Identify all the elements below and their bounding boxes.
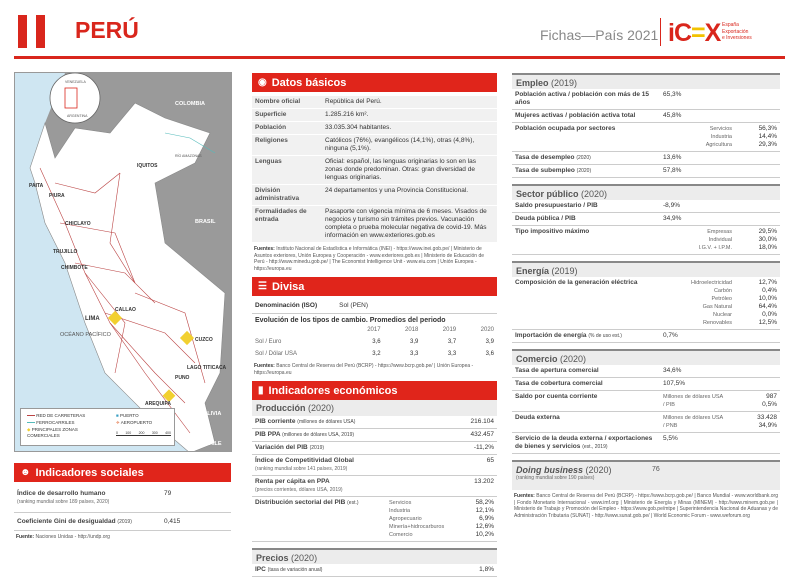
svg-text:PIURA: PIURA <box>49 193 65 199</box>
divider <box>660 18 661 46</box>
coins-icon: ☰ <box>258 281 267 292</box>
table-row: Renta per cápita en PPA (precios corrientes, dólares USA, 2019) 13.202 <box>252 476 497 497</box>
right-column: Empleo (2019) Población activa / población con más de 15 años 65,3% Mujeres activas / población activa total 45,8% Población ocupada por sectores Servicios Industria Agricultura 56,3% 14,4% 29,3% Tasa de desempleo (2020) 13,6% Tasa de subempleo (2020) 57,8% Sector público (2020) Saldo presupuestario / PIB -8,9% Deuda pública / PIB 34,9% Tipo impositivo máximo Empresas Individual I.G.V. + I.P.M. 29,5% 30,0% 18,0% Energía (2019) Composición de la generación eléctrica Hidroelectricidad Carbón Petróleo Gas Natural Nuclear Renovables 12,7% 0,4% 10,0% 64,4% 0,0% 12,5% Importación de energía (% de uso est.) 0,7% Comercio (2020) Tasa de apertura comercial 34,6% Tasa de cobertura comercial 107,5% Saldo por cuenta corriente Millones de dólares USA / PIB 987 0,5% Deuda externa Millones de dólares USA / PNB 33.428 34,9% Servicio de la deuda externa / exportaciones de bienes y servicios (est., 2019) 5,5% Doing business (2020) 76 (ranking mundial sobre 190 países) Fuentes: Banco Central de Reserva del Perú (BCRP) - https://www.bcrp.gob.pe/ | Banco Mundial - www.worldbank.org | Fondo Monetario Internacional - www.imf.org | Ministerio de Energía y Minas (MINEM) - http://www.minem.gob.pe | Ministerio de Trabajo y Promoción del Empleo - https://www.gob.pe/mtpe | Superintendencia Nacional de Aduanas y de Administración Tributaria (SUNAT) - http://www.sunat.gob.pe/ | World Economic Forum - www.weforum.org <box>512 73 780 522</box>
table-row: Variación del PIB (2019) -11,2% <box>252 442 497 455</box>
table-row: Sol / Euro 3,6 3,9 3,7 3,9 <box>255 339 494 345</box>
table-row: Población 33.035.304 habitantes. <box>252 122 497 135</box>
icex-tagline: España Exportación e Inversiones <box>722 22 752 41</box>
svg-text:CUZCO: CUZCO <box>195 337 213 343</box>
series-title: Fichas—País 2021 <box>540 27 659 43</box>
svg-text:ARGENTINA: ARGENTINA <box>67 114 88 118</box>
person-icon: ☻ <box>20 467 31 478</box>
label-ecuador: ECUADOR <box>75 144 103 150</box>
table-row: Población ocupada por sectores Servicios Industria Agricultura 56,3% 14,4% 29,3% <box>512 123 780 152</box>
table-row: Índice de Competitividad Global (ranking mundial sobre 141 países, 2019) 65 <box>252 455 497 476</box>
middle-column: ◉ Datos básicos Nombre oficial República del Perú. Superficie 1.285.216 km². Población 33.035.304 habitantes. Religiones Católicos (76%), evangélicos (14,1%), otras (4,8%), ninguna (5,1%). Lenguas Oficial: español, las lenguas originarias lo son en las zonas donde predominan. Otras: gran diversidad de lenguas originarias. División administrativa 24 departamentos y una Provincia Constitucional. Formalidades de entrada Pasaporte con vigencia mínima de 6 meses. Visados de negocios y turismo sin trámites previos. Vacunación completa o prueba molecular negativa de covid-19. Más información en www.exteriores.gob.es Fuentes: Instituto Nacional de Estadística e Informática (INEI) - https://www.inei.gob.pe/ | Ministerio de Asuntos exteriores, Unión Europea y Cooperación - www.exteriores.gob.es | Ministerio de Educación de Perú - http://www.minedu.gob.pe/ | The Economist Intelligence Unit - www.eiu.com | Unión Europea - https://europa.eu ☰ Divisa Denominación (ISO) Sol (PEN) Evolución de los tipos de cambio. Promedios del periodo 2017 2018 2019 2020 Sol / Euro 3,6 3,9 3,7 3,9 Sol / Dólar USA 3,2 3,3 3,3 3,6 Fuentes: Banco Central de Reserva del Perú (BCRP) - https://www.bcrp.gob.pe/ | Unión Europea - https://europa.eu ▮ Indicadores económicos Producción (2020) PIB corriente (millones de dólares USA) 216.104 PIB PPA (millones de dólares USA, 2019) 432.457 Variación del PIB (2019) -11,2% Índice de Competitividad Global (ranking mundial sobre 141 países, 2019) 65 Renta per cápita en PPA (precios corrientes, dólares USA, 2019) 13.202 Distribución sectorial del PIB (est.) Servicios Industria Agropecuario Minería+hidrocarburos Comercio 58,2% 12,1% 6,9% 12,6% 10,2% Precios (2020) IPC (tasa de variación anual) 1,8% <box>252 73 497 577</box>
table-row: PIB PPA (millones de dólares USA, 2019) 432.457 <box>252 429 497 442</box>
svg-text:CALLAO: CALLAO <box>115 307 136 313</box>
table-row: Deuda externa Millones de dólares USA / PNB 33.428 34,9% <box>512 412 780 433</box>
doing-business: Doing business (2020) 76 (ranking mundial sobre 190 países) <box>512 460 780 490</box>
table-row: PIB corriente (millones de dólares USA) 216.104 <box>252 416 497 429</box>
airport-icon: ✈ <box>116 420 120 425</box>
table-row: Tipo impositivo máximo Empresas Individual I.G.V. + I.P.M. 29,5% 30,0% 18,0% <box>512 226 780 255</box>
table-row: Superficie 1.285.216 km². <box>252 109 497 122</box>
table-row: Nombre oficial República del Perú. <box>252 96 497 109</box>
table-row: Saldo por cuenta corriente Millones de dólares USA / PIB 987 0,5% <box>512 391 780 412</box>
table-row: Población activa / población con más de 15 años 65,3% <box>512 89 780 110</box>
table-row: Sol / Dólar USA 3,2 3,3 3,3 3,6 <box>255 351 494 357</box>
svg-text:IQUITOS: IQUITOS <box>137 163 158 169</box>
svg-text:CHIMBOTE: CHIMBOTE <box>61 265 88 271</box>
svg-text:VENEZUELA: VENEZUELA <box>65 80 86 84</box>
bar-chart-icon: ▮ <box>258 385 264 396</box>
label-ocean: OCÉANO PACÍFICO <box>60 332 111 338</box>
label-colombia: COLOMBIA <box>175 101 205 107</box>
svg-text:PAITA: PAITA <box>29 183 44 189</box>
social-section: ☻ Indicadores sociales Índice de desarrollo humano (ranking mundial sobre 189 países, 2020) 79 Coeficiente Gini de desigualdad (2019) 0,415 Fuente: Naciones Unidas - http://undp.org <box>14 463 231 543</box>
svg-text:AREQUIPA: AREQUIPA <box>145 401 172 407</box>
svg-text:LIMA: LIMA <box>85 316 100 322</box>
page-title: PERÚ <box>75 17 139 43</box>
table-row: Importación de energía (% de uso est.) 0,7% <box>512 330 780 343</box>
svg-text:TRUJILLO: TRUJILLO <box>53 249 78 255</box>
svg-text:LAGO TITICACA: LAGO TITICACA <box>187 365 227 371</box>
table-row: Lenguas Oficial: español, las lenguas originarias lo son en las zonas donde predominan. Otras: gran diversidad de lenguas originarias. <box>252 156 497 185</box>
table-row: Religiones Católicos (76%), evangélicos (14,1%), otras (4,8%), ninguna (5,1%). <box>252 135 497 156</box>
peru-map <box>14 72 232 452</box>
table-row: Deuda pública / PIB 34,9% <box>512 213 780 226</box>
table-row: Saldo presupuestario / PIB -8,9% <box>512 200 780 213</box>
label-bolivia: BOLIVIA <box>199 411 222 417</box>
table-row: Distribución sectorial del PIB (est.) Servicios Industria Agropecuario Minería+hidrocarburos Comercio 58,2% 12,1% 6,9% 12,6% 10,2% <box>252 497 497 542</box>
icex-logo: iC=X <box>668 19 721 47</box>
label-chile: CHILE <box>205 441 222 447</box>
target-icon: ◉ <box>258 77 267 88</box>
scale-bar: 0 100 200 300 400 <box>116 431 171 435</box>
table-row: División administrativa 24 departamentos y una Provincia Constitucional. <box>252 185 497 206</box>
table-row: Tasa de subempleo (2020) 57,8% <box>512 165 780 178</box>
table-row: Tasa de desempleo (2020) 13,6% <box>512 152 780 165</box>
port-icon: ■ <box>116 413 119 418</box>
map-legend: RED DE CARRETERAS FERROCARRILES ◆ PRINCIPALES ZONAS COMERCIALES ■ PUERTO ✈ AEROPUERTO 0 100 200 300 400 <box>20 408 175 446</box>
peru-flag <box>18 15 45 48</box>
header-rule <box>14 56 785 59</box>
table-row: Formalidades de entrada Pasaporte con vigencia mínima de 6 meses. Visados de negocios y turismo sin trámites previos. Vacunación completa o prueba molecular negativa de covid-19. Más información en www.exteriores.gob.es <box>252 206 497 243</box>
label-river: RÍO AMAZONAS <box>175 154 202 158</box>
svg-text:PUNO: PUNO <box>175 375 190 381</box>
table-row: Composición de la generación eléctrica Hidroelectricidad Carbón Petróleo Gas Natural Nuclear Renovables 12,7% 0,4% 10,0% 64,4% 0,0% 12,5% <box>512 277 780 330</box>
table-row: Mujeres activas / población activa total 45,8% <box>512 110 780 123</box>
table-row: Tasa de apertura comercial 34,6% <box>512 365 780 378</box>
label-brasil: BRASIL <box>195 219 216 225</box>
svg-text:CHICLAYO: CHICLAYO <box>65 221 91 227</box>
table-row: Tasa de cobertura comercial 107,5% <box>512 378 780 391</box>
table-row: Servicio de la deuda externa / exportaciones de bienes y servicios (est., 2019) 5,5% <box>512 433 780 454</box>
